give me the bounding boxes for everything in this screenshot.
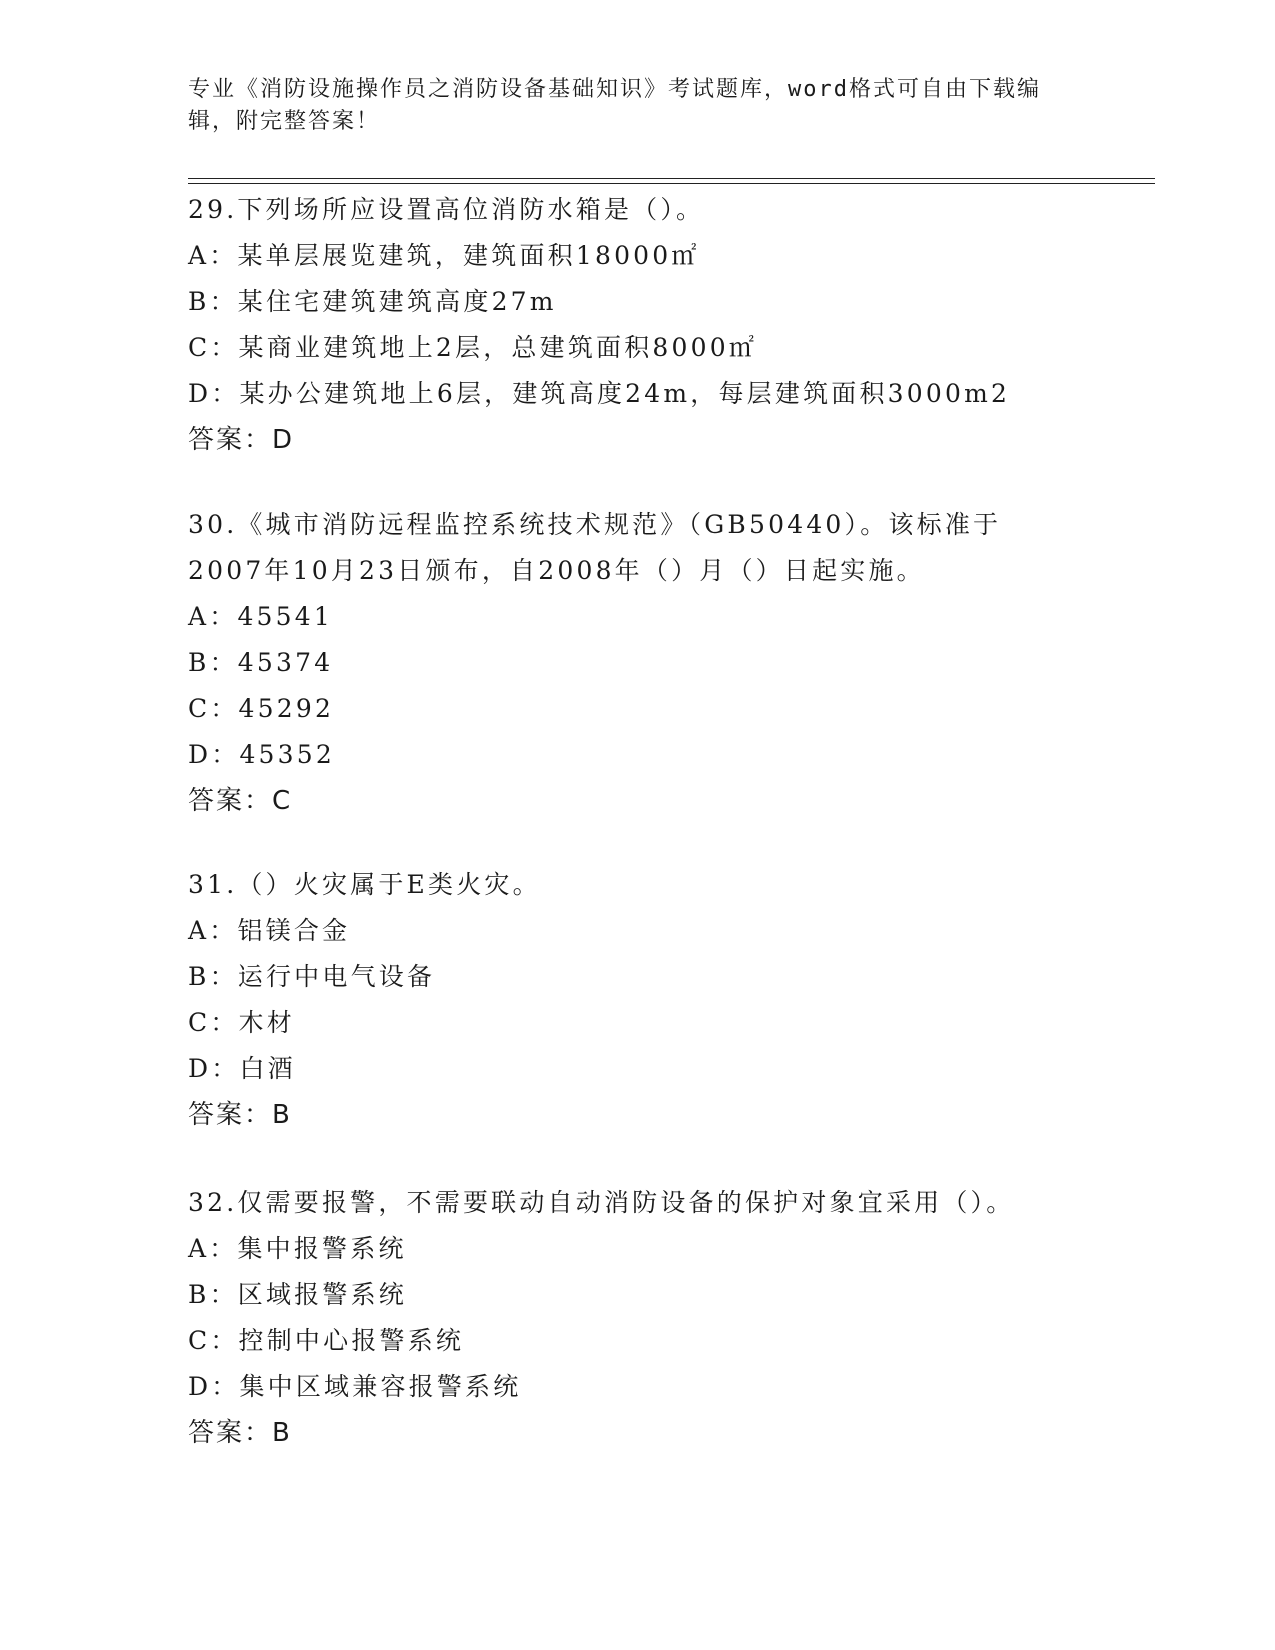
option-b: B：45374	[188, 648, 334, 677]
option-b: B：某住宅建筑建筑高度27m	[188, 287, 557, 316]
question-stem: 29.下列场所应设置高位消防水箱是（）。	[188, 195, 705, 224]
option-a: A：某单层展览建筑，建筑面积18000㎡	[188, 241, 700, 270]
option-a: A：45541	[188, 602, 333, 631]
question-stem: 31.（）火灾属于E类火灾。	[188, 870, 541, 899]
document-intro: 专业《消防设施操作员之消防设备基础知识》考试题库，word格式可自由下载编辑，附完整答案！	[188, 77, 1041, 134]
answer: 答案：D	[188, 425, 295, 455]
option-b: B：区域报警系统	[188, 1280, 407, 1309]
option-c: C：木材	[188, 1008, 295, 1037]
header-divider-top	[188, 178, 1155, 179]
question-32	[188, 1180, 1088, 1456]
option-c: C：控制中心报警系统	[188, 1326, 465, 1355]
header-divider-bottom	[188, 183, 1155, 184]
option-a: A：集中报警系统	[188, 1234, 407, 1263]
option-d: D：白酒	[188, 1054, 296, 1083]
question-29	[188, 187, 1088, 463]
option-d: D：45352	[188, 740, 335, 769]
question-stem: 30.《城市消防远程监控系统技术规范》（GB50440）。该标准于2007年10月23日颁布，自2008年（）月（）日起实施。	[188, 510, 1002, 585]
option-c: C：45292	[188, 694, 335, 723]
option-b: B：运行中电气设备	[188, 962, 436, 991]
answer: 答案：C	[188, 786, 293, 816]
question-31	[188, 862, 1088, 1138]
option-d: D：某办公建筑地上6层，建筑高度24m，每层建筑面积3000m2	[188, 379, 1011, 408]
option-d: D：集中区域兼容报警系统	[188, 1372, 522, 1401]
question-30	[188, 502, 1088, 824]
option-c: C：某商业建筑地上2层，总建筑面积8000㎡	[188, 333, 758, 362]
answer: 答案：B	[188, 1100, 292, 1130]
option-a: A：铝镁合金	[188, 916, 351, 945]
answer: 答案：B	[188, 1418, 292, 1448]
question-stem: 32.仅需要报警，不需要联动自动消防设备的保护对象宜采用（）。	[188, 1188, 1015, 1217]
